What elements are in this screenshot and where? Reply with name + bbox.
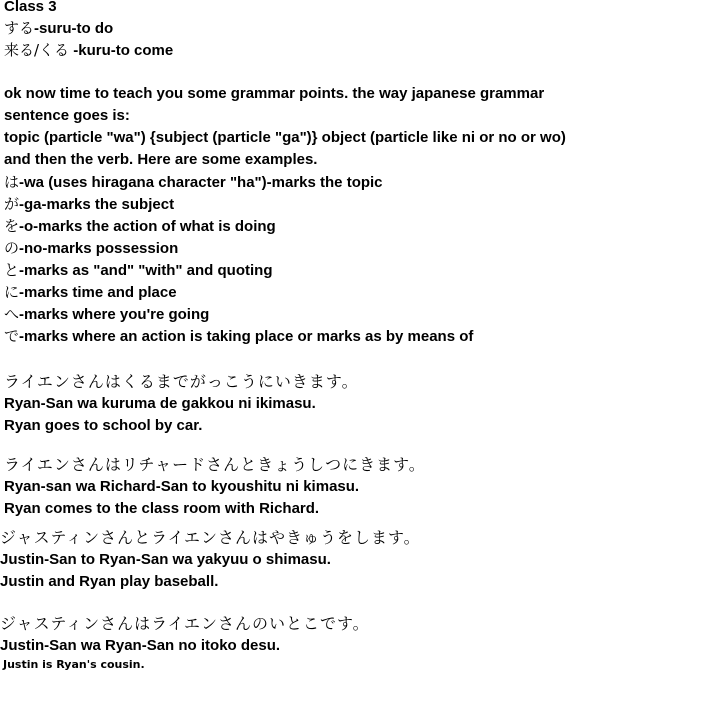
particle-text: -wa (uses hiragana character "ha")-marks the topic: [19, 174, 383, 191]
example-romaji: Ryan-San wa kuruma de gakkou ni ikimasu.: [4, 395, 316, 412]
intro-line: sentence goes is:: [4, 107, 130, 124]
example-romaji: Justin-San wa Ryan-San no itoko desu.: [0, 637, 281, 654]
spacer: [4, 437, 716, 454]
example-japanese: ライエンさんはくるまでがっこうにいきます。: [4, 372, 359, 391]
particle-line-to: [4, 259, 716, 281]
spacer: [4, 593, 716, 613]
spacer: [4, 347, 716, 371]
example-romaji: Justin-San to Ryan-San wa yakyuu o shimasu.: [0, 551, 331, 568]
particle-line-ga: [4, 193, 716, 215]
particle-text: -o-marks the action of what is doing: [19, 218, 276, 235]
particle-kana: と: [4, 261, 20, 279]
verb-text: -kuru-to come: [69, 42, 174, 59]
example-english: Justin is Ryan's cousin.: [3, 658, 145, 671]
example-japanese: ジャスティンさんはライエンさんのいとこです。: [0, 614, 370, 633]
verb-text: -suru-to do: [34, 20, 114, 37]
particle-line-de: [4, 325, 716, 347]
example-japanese: ジャスティンさんとライエンさんはやきゅうをします。: [0, 528, 421, 547]
particle-line-o: [4, 215, 716, 237]
verb-line-kuru: [4, 39, 716, 61]
particle-kana: へ: [4, 305, 20, 323]
spacer: [4, 520, 716, 527]
particle-kana: に: [4, 283, 20, 301]
particle-text: -marks where an action is taking place or marks as by means of: [19, 328, 474, 345]
particle-line-no: [4, 237, 716, 259]
intro-line: ok now time to teach you some grammar points. the way japanese grammar: [4, 85, 545, 102]
example-english: Ryan goes to school by car.: [4, 417, 203, 434]
particle-text: -no-marks possession: [19, 240, 179, 257]
particle-kana: は: [4, 173, 20, 191]
particle-line-he: [4, 303, 716, 325]
particle-line-ni: [4, 281, 716, 303]
example-english: Justin and Ryan play baseball.: [0, 573, 219, 590]
particle-kana: で: [4, 327, 20, 345]
example-english: Ryan comes to the class room with Richard.: [4, 500, 320, 517]
verb-line-suru: [4, 17, 716, 39]
particle-kana: を: [4, 217, 20, 235]
page-title: Class 3: [4, 0, 57, 15]
verb-kana: 来る/くる: [4, 41, 70, 59]
example-japanese: ライエンさんはリチャードさんときょうしつにきます。: [4, 455, 426, 474]
particle-text: -ga-marks the subject: [19, 196, 175, 213]
particle-text: -marks as "and" "with" and quoting: [19, 262, 273, 279]
intro-line: and then the verb. Here are some examples.: [4, 151, 318, 168]
example-romaji: Ryan-san wa Richard-San to kyoushitu ni kimasu.: [4, 478, 360, 495]
particle-kana: が: [4, 195, 20, 213]
spacer: [4, 61, 716, 83]
particle-text: -marks time and place: [19, 284, 177, 301]
particle-kana: の: [4, 239, 20, 257]
particle-line-wa: [4, 171, 716, 193]
verb-kana: する: [4, 19, 35, 37]
intro-line: topic (particle "wa") {subject (particle "ga")} object (particle like ni or no or wo): [4, 129, 566, 146]
particle-text: -marks where you're going: [19, 306, 210, 323]
